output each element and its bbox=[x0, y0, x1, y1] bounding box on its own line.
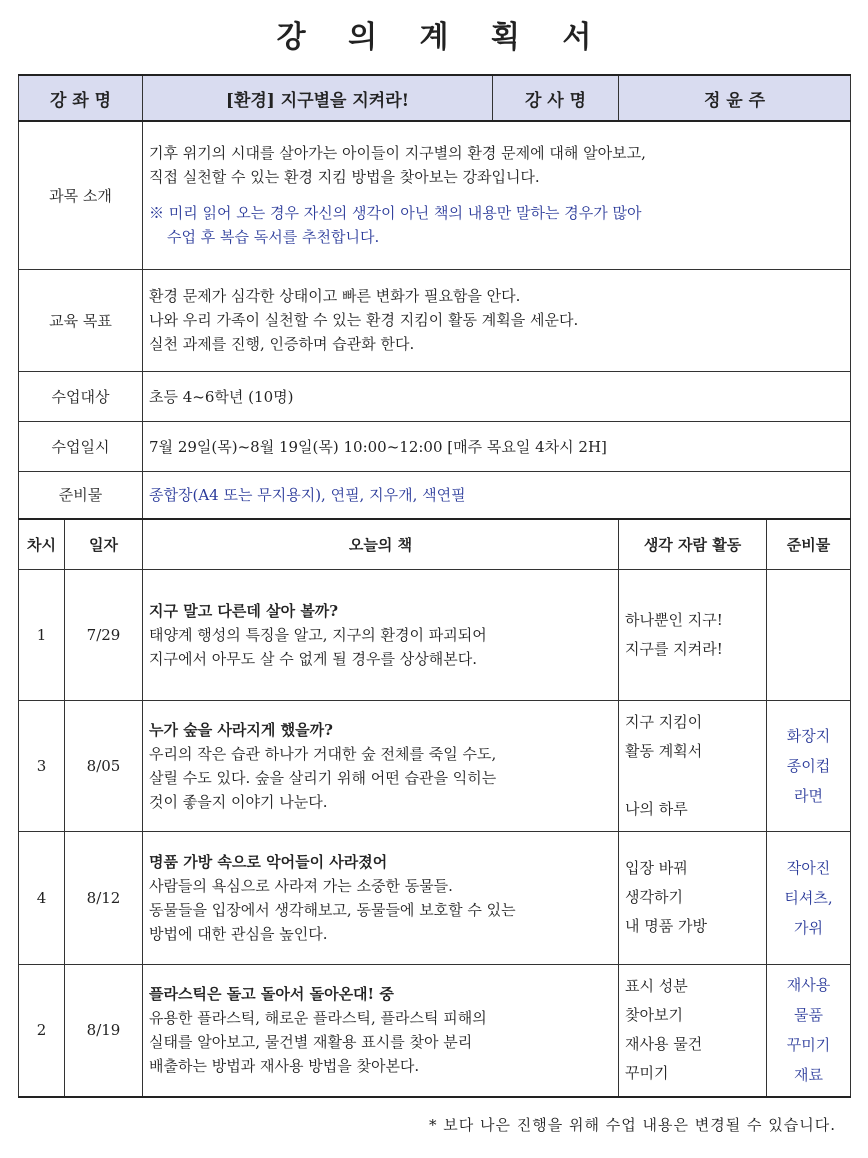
instructor-label: 강 사 명 bbox=[493, 75, 619, 121]
lesson-desc: 것이 좋을지 이야기 나눈다. bbox=[149, 792, 328, 811]
course-header-row bbox=[19, 75, 851, 121]
materials-value: 종합장(A4 또는 무지용지), 연필, 지우개, 색연필 bbox=[143, 471, 851, 519]
lesson-desc: 태양계 행성의 특징을 알고, 지구의 환경이 파괴되어 bbox=[149, 625, 487, 644]
lesson-desc: 우리의 작은 습관 하나가 거대한 숲 전체를 죽일 수도, bbox=[149, 744, 497, 763]
lesson-prep bbox=[767, 831, 851, 964]
activity-line: 입장 바꿔 bbox=[625, 859, 688, 877]
prep-line: 재료 bbox=[794, 1066, 824, 1085]
page-title: 강 의 계 획 서 bbox=[276, 20, 608, 55]
lesson-date: 8/12 bbox=[65, 831, 143, 964]
intro-content bbox=[143, 121, 851, 269]
lesson-desc: 살릴 수도 있다. 숲을 살리기 위해 어떤 습관을 익히는 bbox=[149, 768, 497, 787]
lesson-activity bbox=[619, 964, 767, 1097]
intro-row bbox=[19, 121, 851, 269]
lesson-row bbox=[19, 831, 851, 964]
intro-line: 기후 위기의 시대를 살아가는 아이들이 지구별의 환경 문제에 대해 알아보고, bbox=[149, 144, 646, 163]
target-row bbox=[19, 371, 851, 421]
materials-row bbox=[19, 471, 851, 519]
activity-line: 꾸미기 bbox=[625, 1064, 669, 1083]
prep-line: 재사용 bbox=[786, 976, 831, 995]
target-value: 초등 4~6학년 (10명) bbox=[143, 371, 851, 421]
goal-row bbox=[19, 269, 851, 371]
goal-line: 나와 우리 가족이 실천할 수 있는 환경 지킴이 활동 계획을 세운다. bbox=[149, 311, 579, 329]
lesson-prep bbox=[767, 700, 851, 831]
lesson-prep bbox=[767, 569, 851, 700]
intro-label: 과목 소개 bbox=[19, 121, 143, 269]
lesson-desc: 배출하는 방법과 재사용 방법을 찾아본다. bbox=[149, 1057, 420, 1076]
goal-line: 환경 문제가 심각한 상태이고 빠른 변화가 필요함을 안다. bbox=[149, 287, 521, 305]
date-header: 일자 bbox=[65, 519, 143, 569]
lesson-row bbox=[19, 569, 851, 700]
lesson-date: 8/19 bbox=[65, 964, 143, 1097]
lesson-desc: 방법에 대한 관심을 높인다. bbox=[149, 924, 328, 943]
prep-line: 티셔츠, bbox=[784, 888, 833, 907]
lesson-desc: 실태를 알아보고, 물건별 재활용 표시를 찾아 분리 bbox=[149, 1033, 473, 1052]
lesson-desc: 동물들을 입장에서 생각해보고, 동물들에 보호할 수 있는 bbox=[149, 900, 516, 919]
prep-line: 작아진 bbox=[786, 858, 831, 877]
schedule-row bbox=[19, 421, 851, 471]
activity-line: 하나뿐인 지구! bbox=[625, 610, 723, 629]
lesson-date: 7/29 bbox=[65, 569, 143, 700]
book-header: 오늘의 책 bbox=[143, 519, 619, 569]
lesson-prep bbox=[767, 964, 851, 1097]
lesson-desc: 사람들의 욕심으로 사라져 가는 소중한 동물들. bbox=[149, 876, 453, 895]
activity-header: 생각 자람 활동 bbox=[619, 519, 767, 569]
activity-line: 표시 성분 bbox=[625, 977, 688, 996]
prep-line: 물품 bbox=[794, 1006, 824, 1025]
lesson-book bbox=[143, 569, 619, 700]
prep-line: 종이컵 bbox=[786, 756, 831, 775]
lessons-header-row bbox=[19, 519, 851, 569]
activity-line: 재사용 물건 bbox=[625, 1035, 703, 1054]
lesson-book bbox=[143, 700, 619, 831]
lesson-book bbox=[143, 831, 619, 964]
target-label: 수업대상 bbox=[19, 371, 143, 421]
activity-line: 활동 계획서 bbox=[625, 741, 703, 760]
activity-line: 나의 하루 bbox=[625, 799, 688, 818]
prep-line: 화장지 bbox=[786, 726, 831, 745]
prep-line: 꾸미기 bbox=[786, 1036, 831, 1055]
goal-content bbox=[143, 269, 851, 371]
lesson-session: 2 bbox=[19, 964, 65, 1097]
intro-line: 직접 실천할 수 있는 환경 지킴 방법을 찾아보는 강좌입니다. bbox=[149, 168, 540, 187]
lesson-title: 누가 숲을 사라지게 했을까? bbox=[149, 720, 333, 739]
lesson-activity bbox=[619, 831, 767, 964]
lesson-title: 명품 가방 속으로 악어들이 사라졌어 bbox=[149, 852, 388, 871]
activity-line: 내 명품 가방 bbox=[625, 917, 708, 935]
activity-line: 생각하기 bbox=[625, 888, 683, 906]
materials-label: 준비물 bbox=[19, 471, 143, 519]
goal-line: 실천 과제를 진행, 인증하며 습관화 한다. bbox=[149, 335, 415, 353]
lesson-row bbox=[19, 964, 851, 1097]
intro-note-line: 수업 후 복습 독서를 추천합니다. bbox=[167, 228, 380, 247]
schedule-label: 수업일시 bbox=[19, 421, 143, 471]
lesson-session: 3 bbox=[19, 700, 65, 831]
lesson-desc: 지구에서 아무도 살 수 없게 될 경우를 상상해본다. bbox=[149, 649, 477, 668]
goal-label: 교육 목표 bbox=[19, 269, 143, 371]
session-header: 차시 bbox=[19, 519, 65, 569]
prep-line: 라면 bbox=[794, 786, 824, 805]
lecture-plan-table bbox=[18, 74, 851, 1098]
lesson-book bbox=[143, 964, 619, 1097]
footnote: * 보다 나은 진행을 위해 수업 내용은 변경될 수 있습니다. bbox=[429, 1116, 836, 1134]
activity-line: 지구를 지켜라! bbox=[625, 639, 723, 658]
schedule-value: 7월 29일(목)~8월 19일(목) 10:00~12:00 [매주 목요일 4차시 2H] bbox=[143, 421, 851, 471]
course-label: 강 좌 명 bbox=[19, 75, 143, 121]
lesson-activity bbox=[619, 569, 767, 700]
lesson-title: 플라스틱은 돌고 돌아서 돌아온대! 중 bbox=[149, 985, 394, 1004]
lesson-session: 1 bbox=[19, 569, 65, 700]
course-name: [환경] 지구별을 지켜라! bbox=[143, 75, 493, 121]
instructor-name: 정 윤 주 bbox=[619, 75, 851, 121]
prep-header: 준비물 bbox=[767, 519, 851, 569]
prep-line: 가위 bbox=[794, 918, 824, 937]
intro-note-line: ※ 미리 읽어 오는 경우 자신의 생각이 아닌 책의 내용만 말하는 경우가 많아 bbox=[149, 204, 642, 223]
activity-line: 지구 지킴이 bbox=[625, 712, 703, 731]
lesson-session: 4 bbox=[19, 831, 65, 964]
lesson-activity bbox=[619, 700, 767, 831]
activity-line bbox=[625, 766, 760, 795]
lesson-desc: 유용한 플라스틱, 해로운 플라스틱, 플라스틱 피해의 bbox=[149, 1009, 487, 1028]
activity-line: 찾아보기 bbox=[625, 1006, 683, 1025]
lesson-date: 8/05 bbox=[65, 700, 143, 831]
lesson-row bbox=[19, 700, 851, 831]
lesson-title: 지구 말고 다른데 살아 볼까? bbox=[149, 601, 339, 620]
